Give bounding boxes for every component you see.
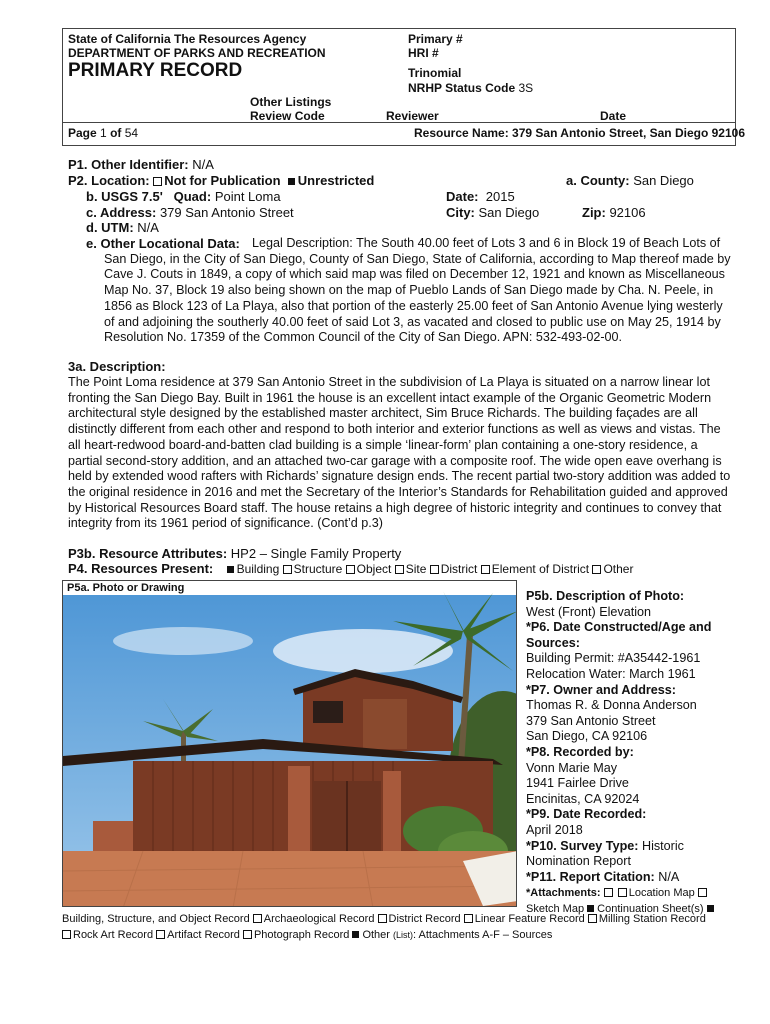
linear-feature-record: Linear Feature Record (474, 913, 585, 925)
p10-value-2: Nomination Report (526, 854, 631, 869)
page-total: 54 (124, 126, 139, 140)
p11-value: N/A (658, 869, 680, 884)
unrestricted-label: Unrestricted (297, 173, 375, 188)
not-for-publication-checkbox[interactable] (153, 177, 162, 186)
attach-sketch-map: Sketch Map (526, 903, 585, 916)
agency-line: State of California The Resources Agency (68, 32, 307, 46)
primary-number: Primary # (408, 32, 463, 46)
building-record: Building, Structure, and Object Record (62, 913, 250, 925)
zip-value: 92106 (609, 205, 646, 220)
p11-label: *P11. Report Citation: (526, 869, 655, 884)
page-indicator (68, 126, 138, 140)
zip (582, 205, 646, 220)
form-title: PRIMARY RECORD (68, 60, 243, 81)
other-record: Other (362, 929, 390, 941)
p6-value-1: Building Permit: #A35442-1961 (526, 651, 701, 666)
p2-location (68, 173, 374, 188)
option-building: Building (236, 562, 280, 576)
p7-line1: Thomas R. & Donna Anderson (526, 698, 697, 713)
option-structure: Structure (293, 562, 343, 576)
archaeological-record: Archaeological Record (263, 913, 375, 925)
element-of-district-checkbox[interactable] (481, 565, 490, 574)
resource-attributes (68, 546, 401, 561)
option-district: District (440, 562, 478, 576)
utm (86, 220, 159, 235)
sketch-map-checkbox[interactable] (698, 888, 707, 897)
option-object: Object (356, 562, 392, 576)
locational-label: e. Other Locational Data: (86, 236, 240, 251)
nrhp-label: NRHP Status Code (408, 81, 516, 95)
p5b-label: P5b. Description of Photo: (526, 589, 685, 603)
photo-box (62, 580, 517, 907)
city-label: City: (446, 205, 475, 220)
city-value: San Diego (478, 205, 540, 220)
other-checkbox[interactable] (592, 565, 601, 574)
district-record-checkbox[interactable] (378, 914, 387, 923)
building-checkbox[interactable] (227, 566, 234, 573)
structure-checkbox[interactable] (283, 565, 292, 574)
nrhp-status (408, 81, 533, 95)
hri-number: HRI # (408, 46, 439, 60)
attachments-line-2 (62, 929, 552, 941)
continuation-checkbox[interactable] (587, 905, 594, 912)
utm-label: d. UTM: (86, 220, 134, 235)
usgs-label: b. USGS 7.5' (86, 189, 163, 204)
option-other: Other (603, 562, 634, 576)
locational-data: Legal Description: The South 40.00 feet of Lots 3 and 6 in Block 19 of Beach Lots of San Diego, in the City of San Diego, County of San Diego, State of California, according to Map thereof made by Cave J. Couts in 1849, a copy of which said map was filed on December 12, 1921 and known as Miscellaneous Map No. 37, Block 19 also being shown on the map of Pueblo Lands of San Diego made by Cha. N. Peele, in 1856 as Block 123 of La Playa, also that portion of the easterly 25.00 feet of San Antonio Avenue lying westerly of and adjoining the southerly 40.00 feet of said Lot 3, as vacated and closed to public use on May 25, 1914 by Resolution No. 17359 of the Common Council of the City of San Diego. APN: 532-493-02-00. (104, 236, 731, 345)
resource-attributes-label: P3b. Resource Attributes: (68, 546, 228, 561)
trinomial: Trinomial (408, 66, 462, 80)
rock-art-record: Rock Art Record (73, 929, 154, 941)
p1-other-identifier (68, 157, 214, 172)
unrestricted-checkbox[interactable] (288, 178, 295, 185)
p11-row (526, 870, 736, 886)
object-checkbox[interactable] (346, 565, 355, 574)
nrhp-value: 3S (518, 81, 534, 95)
other-record-checkbox[interactable] (352, 931, 359, 938)
attach-continuation: Continuation Sheet(s) (597, 903, 704, 916)
resources-present-label: P4. Resources Present: (68, 561, 214, 576)
p8-line3: Encinitas, CA 92024 (526, 791, 640, 806)
p7-line2: 379 San Antonio Street (526, 713, 656, 728)
p2-label: P2. Location: (68, 173, 150, 188)
city (446, 205, 539, 220)
p7-line3: San Diego, CA 92106 (526, 729, 648, 744)
house-photo (63, 581, 517, 907)
quad-value: Point Loma (214, 189, 281, 204)
review-date: Date (600, 109, 627, 123)
p8-line2: 1941 Fairlee Drive (526, 776, 629, 791)
address-value: 379 San Antonio Street (159, 205, 294, 220)
address-label: c. Address: (86, 205, 157, 220)
page-number: 1 (100, 126, 107, 140)
resource-name: Resource Name: 379 San Antonio Street, San Diego 92106 (414, 126, 746, 140)
p9-value: April 2018 (526, 822, 583, 837)
quad-label: Quad: (173, 189, 212, 204)
p6-value-2: Relocation Water: March 1961 (526, 666, 696, 681)
review-code: Review Code (250, 109, 325, 123)
zip-label: Zip: (582, 205, 606, 220)
other-record-value: : Attachments A-F – Sources (413, 929, 553, 941)
attach-checkbox-blank[interactable] (604, 888, 613, 897)
photo-label: P5a. Photo or Drawing (67, 582, 185, 594)
building-record-checkbox[interactable] (707, 905, 714, 912)
usgs-date-label: Date: (446, 189, 479, 204)
resource-attributes-value: HP2 – Single Family Property (230, 546, 402, 561)
option-site: Site (405, 562, 427, 576)
department-line: DEPARTMENT OF PARKS AND RECREATION (68, 46, 326, 60)
county-value: San Diego (633, 173, 694, 188)
other-listings: Other Listings (250, 95, 332, 109)
p1-label: P1. Other Identifier: (68, 157, 189, 172)
p1-value: N/A (192, 157, 214, 172)
utm-value: N/A (137, 220, 159, 235)
p8-label: *P8. Recorded by: (526, 744, 634, 759)
county-label: a. County: (566, 173, 630, 188)
p7-label: *P7. Owner and Address: (526, 682, 676, 697)
artifact-checkbox[interactable] (156, 930, 165, 939)
address (86, 205, 294, 220)
attachments-line-1 (62, 913, 706, 925)
attach-location-map: Location Map (628, 887, 695, 900)
district-checkbox[interactable] (430, 565, 439, 574)
usgs-date (446, 189, 515, 204)
p6-label-1: *P6. Date Constructed/Age and (526, 620, 712, 635)
p6-label-2: Sources: (526, 635, 580, 650)
attachments-label: *Attachments: (526, 887, 601, 900)
milling-station-checkbox[interactable] (588, 914, 597, 923)
other-list-hint: (List) (393, 930, 414, 940)
resources-present (68, 561, 633, 576)
p10-row (526, 839, 736, 855)
attachments-row (526, 885, 736, 901)
archaeological-checkbox[interactable] (253, 914, 262, 923)
artifact-record: Artifact Record (167, 929, 240, 941)
p8-line1: Vonn Marie May (526, 760, 617, 775)
description-text: The Point Loma residence at 379 San Antonio Street in the subdivision of La Playa is situated on a narrow linear lot fronting the San Diego Bay. Built in 1961 the house is an excellent intact example of the Organic Geometric Modern architectural style designed by the established master architect, Sim Bruce Richards. The building façades are all distinctly different from each other and respond to both interior and exterior functions as well as views and vistas. The all heart-redwood board-and-batten clad building is a simple ‘linear-form’ plan containing a one-story residence, a partial second-story addition, and an attached two-car garage with a composite roof. The wide open eave overhang is held by extended wood rafters with Richards’ signature design ends. The recent partial two-story addition was added to the original residence in 2016 and met the Secretary of the Interior’s Standards for Rehabilitation guided and approved by Historical Resources Board staff. The house retains a high degree of historic integrity and continues to convey that integrity from its 1961 period of significance. (Cont’d p.3) (68, 375, 731, 531)
page-of: of (110, 126, 122, 140)
county (566, 173, 694, 188)
p10-value-1: Historic (641, 838, 684, 853)
page-label: Page (68, 126, 97, 140)
usgs-date-value: 2015 (485, 189, 515, 204)
option-element-of-district: Element of District (491, 562, 590, 576)
linear-feature-checkbox[interactable] (464, 914, 473, 923)
photograph-record: Photograph Record (253, 929, 350, 941)
photograph-checkbox[interactable] (243, 930, 252, 939)
rock-art-checkbox[interactable] (62, 930, 71, 939)
p5b-value: West (Front) Elevation (526, 604, 652, 619)
photo-side-panel (526, 589, 736, 917)
p10-label: *P10. Survey Type: (526, 838, 639, 853)
district-record: District Record (388, 913, 461, 925)
usgs-quad (86, 189, 281, 204)
location-map-checkbox[interactable] (618, 888, 627, 897)
description-label: 3a. Description: (68, 359, 166, 374)
not-for-publication-label: Not for Publication (164, 173, 281, 188)
reviewer: Reviewer (386, 109, 439, 123)
site-checkbox[interactable] (395, 565, 404, 574)
p9-label: *P9. Date Recorded: (526, 807, 647, 822)
milling-station-record: Milling Station Record (598, 913, 706, 925)
